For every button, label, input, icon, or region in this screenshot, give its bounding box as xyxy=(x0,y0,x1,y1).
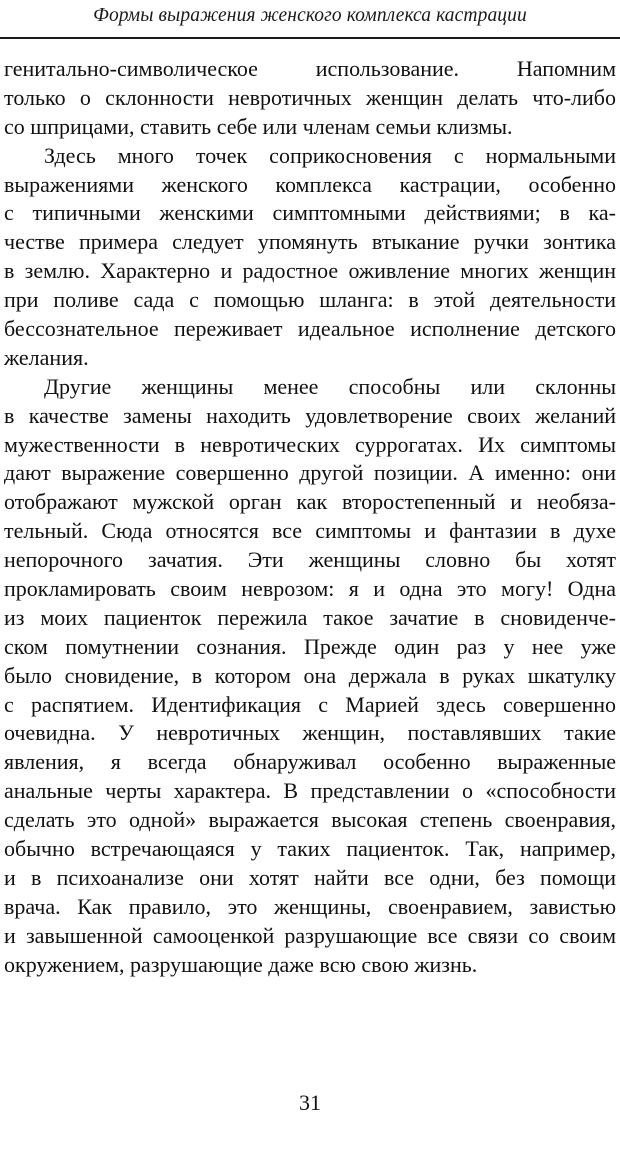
text-line: в качестве замены находить удовлетворение своих желаний xyxy=(4,402,616,428)
text-line: генитально-символическое использование. Напомним xyxy=(4,56,616,81)
text-line: и завышенной самооценкой разрушающие все связи со своим xyxy=(4,922,616,948)
text-line: Другие женщины менее способны или склонны xyxy=(44,373,616,399)
text-line: было сновидение, в котором она держала в руках шкатулку xyxy=(4,662,616,688)
text-line: анальные черты характера. В представлении о «способности xyxy=(4,778,616,804)
text-line: ском помутнении сознания. Прежде один раз у нее уже xyxy=(4,633,616,659)
text-line: с типичными женскими симптомными действиями; в ка- xyxy=(4,200,616,226)
running-header-text: Формы выражения женского комплекса кастрации xyxy=(93,5,527,26)
text-line: мужественности в невротических суррогатах. Их симптомы xyxy=(4,431,616,457)
text-line: врача. Как правило, это женщины, своенравием, завистью xyxy=(4,893,616,919)
text-line: из моих пациенток пережила такое зачатие в сновиденче- xyxy=(4,604,616,630)
text-line: только о склонности невротичных женщин делать что-либо xyxy=(4,84,616,110)
text-line: тельный. Сюда относятся все симптомы и фантазии в духе xyxy=(4,518,616,544)
header-divider xyxy=(0,37,620,39)
page-number: 31 xyxy=(299,1090,321,1115)
text-line: окружением, разрушающие даже всю свою жизнь. xyxy=(4,951,478,977)
text-line: Здесь много точек соприкосновения с нормальными xyxy=(44,142,616,168)
text-line: с распятием. Идентификация с Марией здесь совершенно xyxy=(4,691,616,717)
text-line: честве примера следует упомянуть втыкание ручки зонтика xyxy=(4,229,616,255)
text-line: со шприцами, ставить себе или членам семьи клизмы. xyxy=(4,113,513,139)
text-line: желания. xyxy=(4,344,89,370)
text-line: и в психоанализе они хотят найти все одни, без помощи xyxy=(4,864,616,890)
text-line: очевидна. У невротичных женщин, поставлявших такие xyxy=(4,720,616,746)
body-text xyxy=(4,55,616,980)
text-line: непорочного зачатия. Эти женщины словно бы хотят xyxy=(4,547,616,573)
text-line: в землю. Характерно и радостное оживление многих женщин xyxy=(4,258,616,284)
text-line: сделать это одной» выражается высокая степень своенравия, xyxy=(4,807,616,833)
text-line: дают выражение совершенно другой позиции. А именно: они xyxy=(4,460,616,486)
running-header xyxy=(0,0,620,40)
text-line: бессознательное переживает идеальное исполнение детского xyxy=(4,316,616,342)
text-line: обычно встречающаяся у таких пациенток. Так, например, xyxy=(4,836,616,862)
text-line: отображают мужской орган как второстепенный и необяза- xyxy=(4,489,616,515)
text-line: выражениями женского комплекса кастрации, особенно xyxy=(4,171,616,197)
text-line: явления, я всегда обнаруживал особенно выраженные xyxy=(4,749,616,775)
text-line: прокламировать своим неврозом: я и одна это могу! Одна xyxy=(4,576,616,602)
text-line: при поливе сада с помощью шланга: в этой деятельности xyxy=(4,287,616,313)
